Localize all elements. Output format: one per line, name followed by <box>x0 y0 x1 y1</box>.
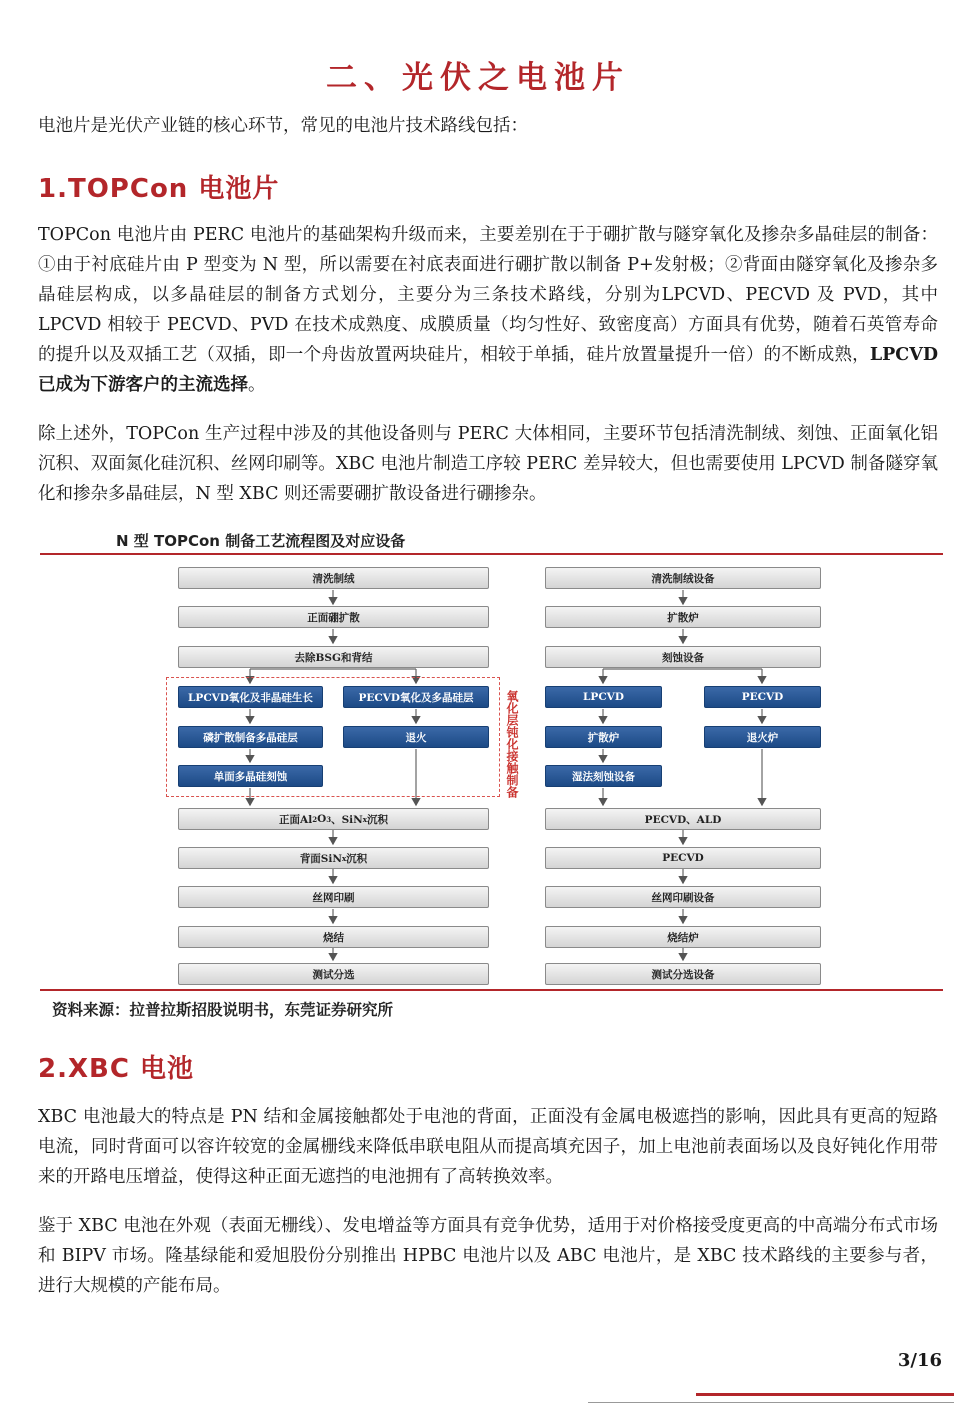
left-step-sintering: 烧结 <box>178 926 489 948</box>
right-equip-pecvd-ald: PECVD、ALD <box>545 808 821 830</box>
right-equip-etching: 刻蚀设备 <box>545 646 821 668</box>
section1-para1-end: 。 <box>248 375 266 395</box>
section2-heading: 2.XBC 电池 <box>38 1054 194 1084</box>
left-step-remove-bsg: 去除BSG和背结 <box>178 646 489 668</box>
right-equip-pecvd: PECVD <box>704 686 821 708</box>
left-step-test-sort: 测试分选 <box>178 963 489 985</box>
right-equip-pecvd-2: PECVD <box>545 847 821 869</box>
left-step-boron-diffusion: 正面硼扩散 <box>178 606 489 628</box>
section1-para1-bold: LPCVD 已成为下游客户的主流选择 <box>38 345 938 395</box>
right-equip-texturing: 清洗制绒设备 <box>545 567 821 589</box>
right-equip-test-sort: 测试分选设备 <box>545 963 821 985</box>
back-sin-c: 沉积 <box>346 852 368 865</box>
section1-para1-text: TOPCon 电池片由 PERC 电池片的基础架构升级而来，主要差别在于于硼扩散与隧穿氧化及掺杂多晶硅层的制备：①由于衬底硅片由 P 型变为 N 型，所以需要在衬底表面进行硼扩散以制备 P+发射极；②背面由隧穿氧化及掺杂多晶硅层构成，以多晶硅层的制备方式划分，主要分为三条技术路线，分别为LPCVD、PECVD 及 PVD，其中 LPCVD 相较于 PECVD、PVD 在技术成熟度、成膜质量（均匀性好、致密度高）方面具有优势，随着石英管寿命的提升以及双插工艺（双插，即一个舟齿放置两块硅片，相较于单插，硅片放置量提升一倍）的不断成熟， <box>38 225 938 365</box>
right-equip-diffusion-furnace-2: 扩散炉 <box>545 726 662 748</box>
left-step-screen-print: 丝网印刷 <box>178 886 489 908</box>
left-step-pecvd: PECVD氧化及多晶硅层 <box>343 686 489 708</box>
front-dep-a: 正面Al <box>279 813 313 826</box>
left-step-poly-etch: 单面多晶硅刻蚀 <box>178 765 323 787</box>
left-step-anneal: 退火 <box>343 726 489 748</box>
left-step-texturing: 清洗制绒 <box>178 567 489 589</box>
page-title: 二、光伏之电池片 <box>326 60 630 96</box>
front-dep-e: 、SiN <box>331 813 363 826</box>
section1-para2: 除上述外，TOPCon 生产过程中涉及的其他设备则与 PERC 大体相同，主要环节包括清洗制绒、刻蚀、正面氧化铝沉积、双面氮化硅沉积、丝网印刷等。XBC 电池片制造工序较 PERC 差异较大，但也需要使用 LPCVD 制备隧穿氧化和掺杂多晶硅层，N 型 XBC 则还需要硼扩散设备进行硼掺杂。 <box>38 424 938 504</box>
left-step-front-deposition <box>178 808 489 830</box>
left-step-lpcvd: LPCVD氧化及非晶硅生长 <box>178 686 323 708</box>
right-equip-sintering-furnace: 烧结炉 <box>545 926 821 948</box>
page-number: 3/16 <box>897 1350 942 1371</box>
front-dep-f: x <box>362 814 367 824</box>
right-equip-diffusion-furnace: 扩散炉 <box>545 606 821 628</box>
side-vertical-label: 氧化层钝化接触制备 <box>505 690 519 798</box>
section1-heading: 1.TOPCon 电池片 <box>38 174 280 204</box>
right-equip-anneal-furnace: 退火炉 <box>704 726 821 748</box>
figure-source: 资料来源：拉普拉斯招股说明书，东莞证券研究所 <box>52 1001 394 1019</box>
right-equip-lpcvd: LPCVD <box>545 686 662 708</box>
front-dep-g: 沉积 <box>366 813 388 826</box>
footer-accent-line <box>696 1393 954 1396</box>
left-step-back-sin <box>178 847 489 869</box>
front-dep-c: O <box>317 813 327 825</box>
back-sin-a: 背面SiN <box>299 852 342 865</box>
section2-para1: XBC 电池最大的特点是 PN 结和金属接触都处于电池的背面，正面没有金属电极遮挡的影响，因此具有更高的短路电流，同时背面可以容许较宽的金属栅线来降低串联电阻从而提高填充因子，加上电池前表面场以及良好钝化作用带来的开路电压增益，使得这种正面无遮挡的电池拥有了高转换效率。 <box>38 1107 938 1187</box>
front-dep-d: 3 <box>326 814 332 824</box>
right-equip-wet-etch: 湿法刻蚀设备 <box>545 765 662 787</box>
section2-para2: 鉴于 XBC 电池在外观（表面无栅线）、发电增益等方面具有竞争优势，适用于对价格接受度更高的中高端分布式市场和 BIPV 市场。隆基绿能和爱旭股份分别推出 HPBC 电池片以及 ABC 电池片，是 XBC 技术路线的主要参与者，进行大规模的产能布局。 <box>38 1216 938 1296</box>
figure-bottom-rule <box>40 989 943 991</box>
intro-text: 电池片是光伏产业链的核心环节，常见的电池片技术路线包括： <box>38 116 528 136</box>
left-step-phosphorus-diffusion: 磷扩散制备多晶硅层 <box>178 726 323 748</box>
footer-line <box>588 1402 954 1403</box>
back-sin-b: x <box>341 853 347 863</box>
front-dep-b: 2 <box>312 814 318 824</box>
right-equip-screen-print: 丝网印刷设备 <box>545 886 821 908</box>
figure-title: N 型 TOPCon 制备工艺流程图及对应设备 <box>116 532 406 550</box>
